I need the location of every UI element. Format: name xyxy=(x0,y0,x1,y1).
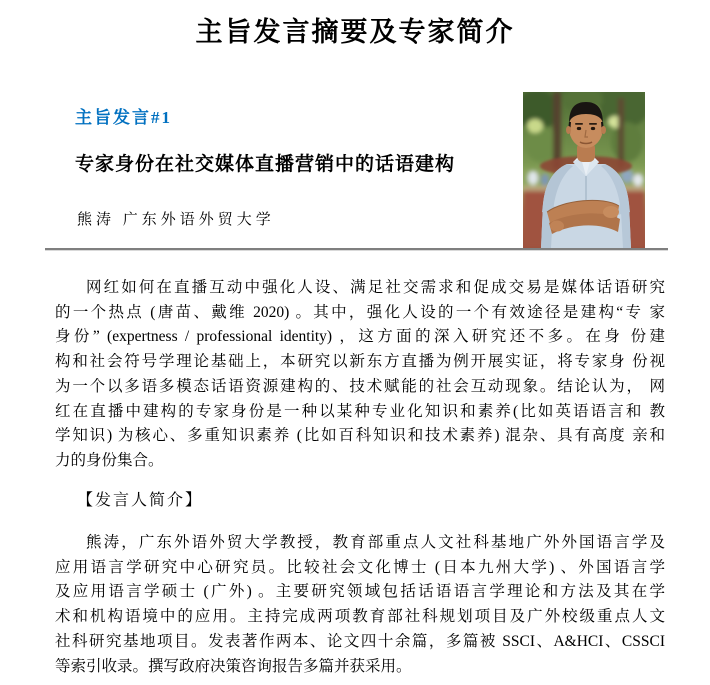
abstract-paragraph xyxy=(55,276,665,474)
text-line: 构和社会符号学理论基础上，本研究以新东方直播为例开展实证，将专家身 份视 xyxy=(55,353,665,371)
text-line: 为一个以多语多模态话语资源建构的、技术赋能的社会互动现象。结论认为， 网 xyxy=(55,377,665,395)
text-line: 红在直播中建构的专家身份是一种以某种专业化知识和素养(比如英语语言和 教 xyxy=(55,402,665,420)
bio-section-heading: 【发言人简介】 xyxy=(77,492,204,509)
speaker-photo xyxy=(523,92,645,248)
text-line: 社科研究基地项目。发表著作两本、论文四十余篇，多篇被 SSCI、A&HCI、CSSCI xyxy=(55,632,665,650)
page-title: 主旨发言摘要及专家简介 xyxy=(195,17,515,47)
text-line: 力的身份集合。 xyxy=(55,451,164,469)
talk-title: 专家身份在社交媒体直播营销中的话语建构 xyxy=(75,154,456,175)
text-line: 网红如何在直播互动中强化人设、满足社交需求和促成交易是媒体话语研究 xyxy=(86,279,665,296)
speaker-affiliation-line: 熊涛 广东外语外贸大学 xyxy=(77,212,275,228)
text-line: 熊涛，广东外语外贸大学教授，教育部重点人文社科基地广外外国语言学及 xyxy=(86,534,665,551)
section-divider xyxy=(45,248,668,251)
text-line: 学知识) 为核心、多重知识素养 (比如百科知识和技术素养) 混杂、具有高度 亲和 xyxy=(55,427,665,445)
text-line: 等索引收录。撰写政府决策咨询报告多篇并获采用。 xyxy=(55,657,412,675)
bio-paragraph xyxy=(55,531,665,679)
text-line: 身份” (expertness / professional identity) ，这方面的深入研究还不多。在身 份建 xyxy=(55,328,665,346)
keynote-session-label: 主旨发言#1 xyxy=(75,108,172,127)
text-line: 应用语言学研究中心研究员。比较社会文化博士 (日本九州大学) 、外国语言学 xyxy=(55,558,665,576)
bio-section xyxy=(55,531,665,679)
abstract-section xyxy=(55,276,665,474)
text-line: 术和机构语境中的应用。主持完成两项教育部社科规划项目及广外校级重点人文 xyxy=(55,608,665,626)
text-line: 的一个热点 (唐苗、戴维 2020) 。其中，强化人设的一个有效途径是建构“专 家 xyxy=(55,303,665,321)
text-line: 及应用语言学硕士 (广外) 。主要研究领域包括话语语言学理论和方法及其在学 xyxy=(55,583,665,601)
